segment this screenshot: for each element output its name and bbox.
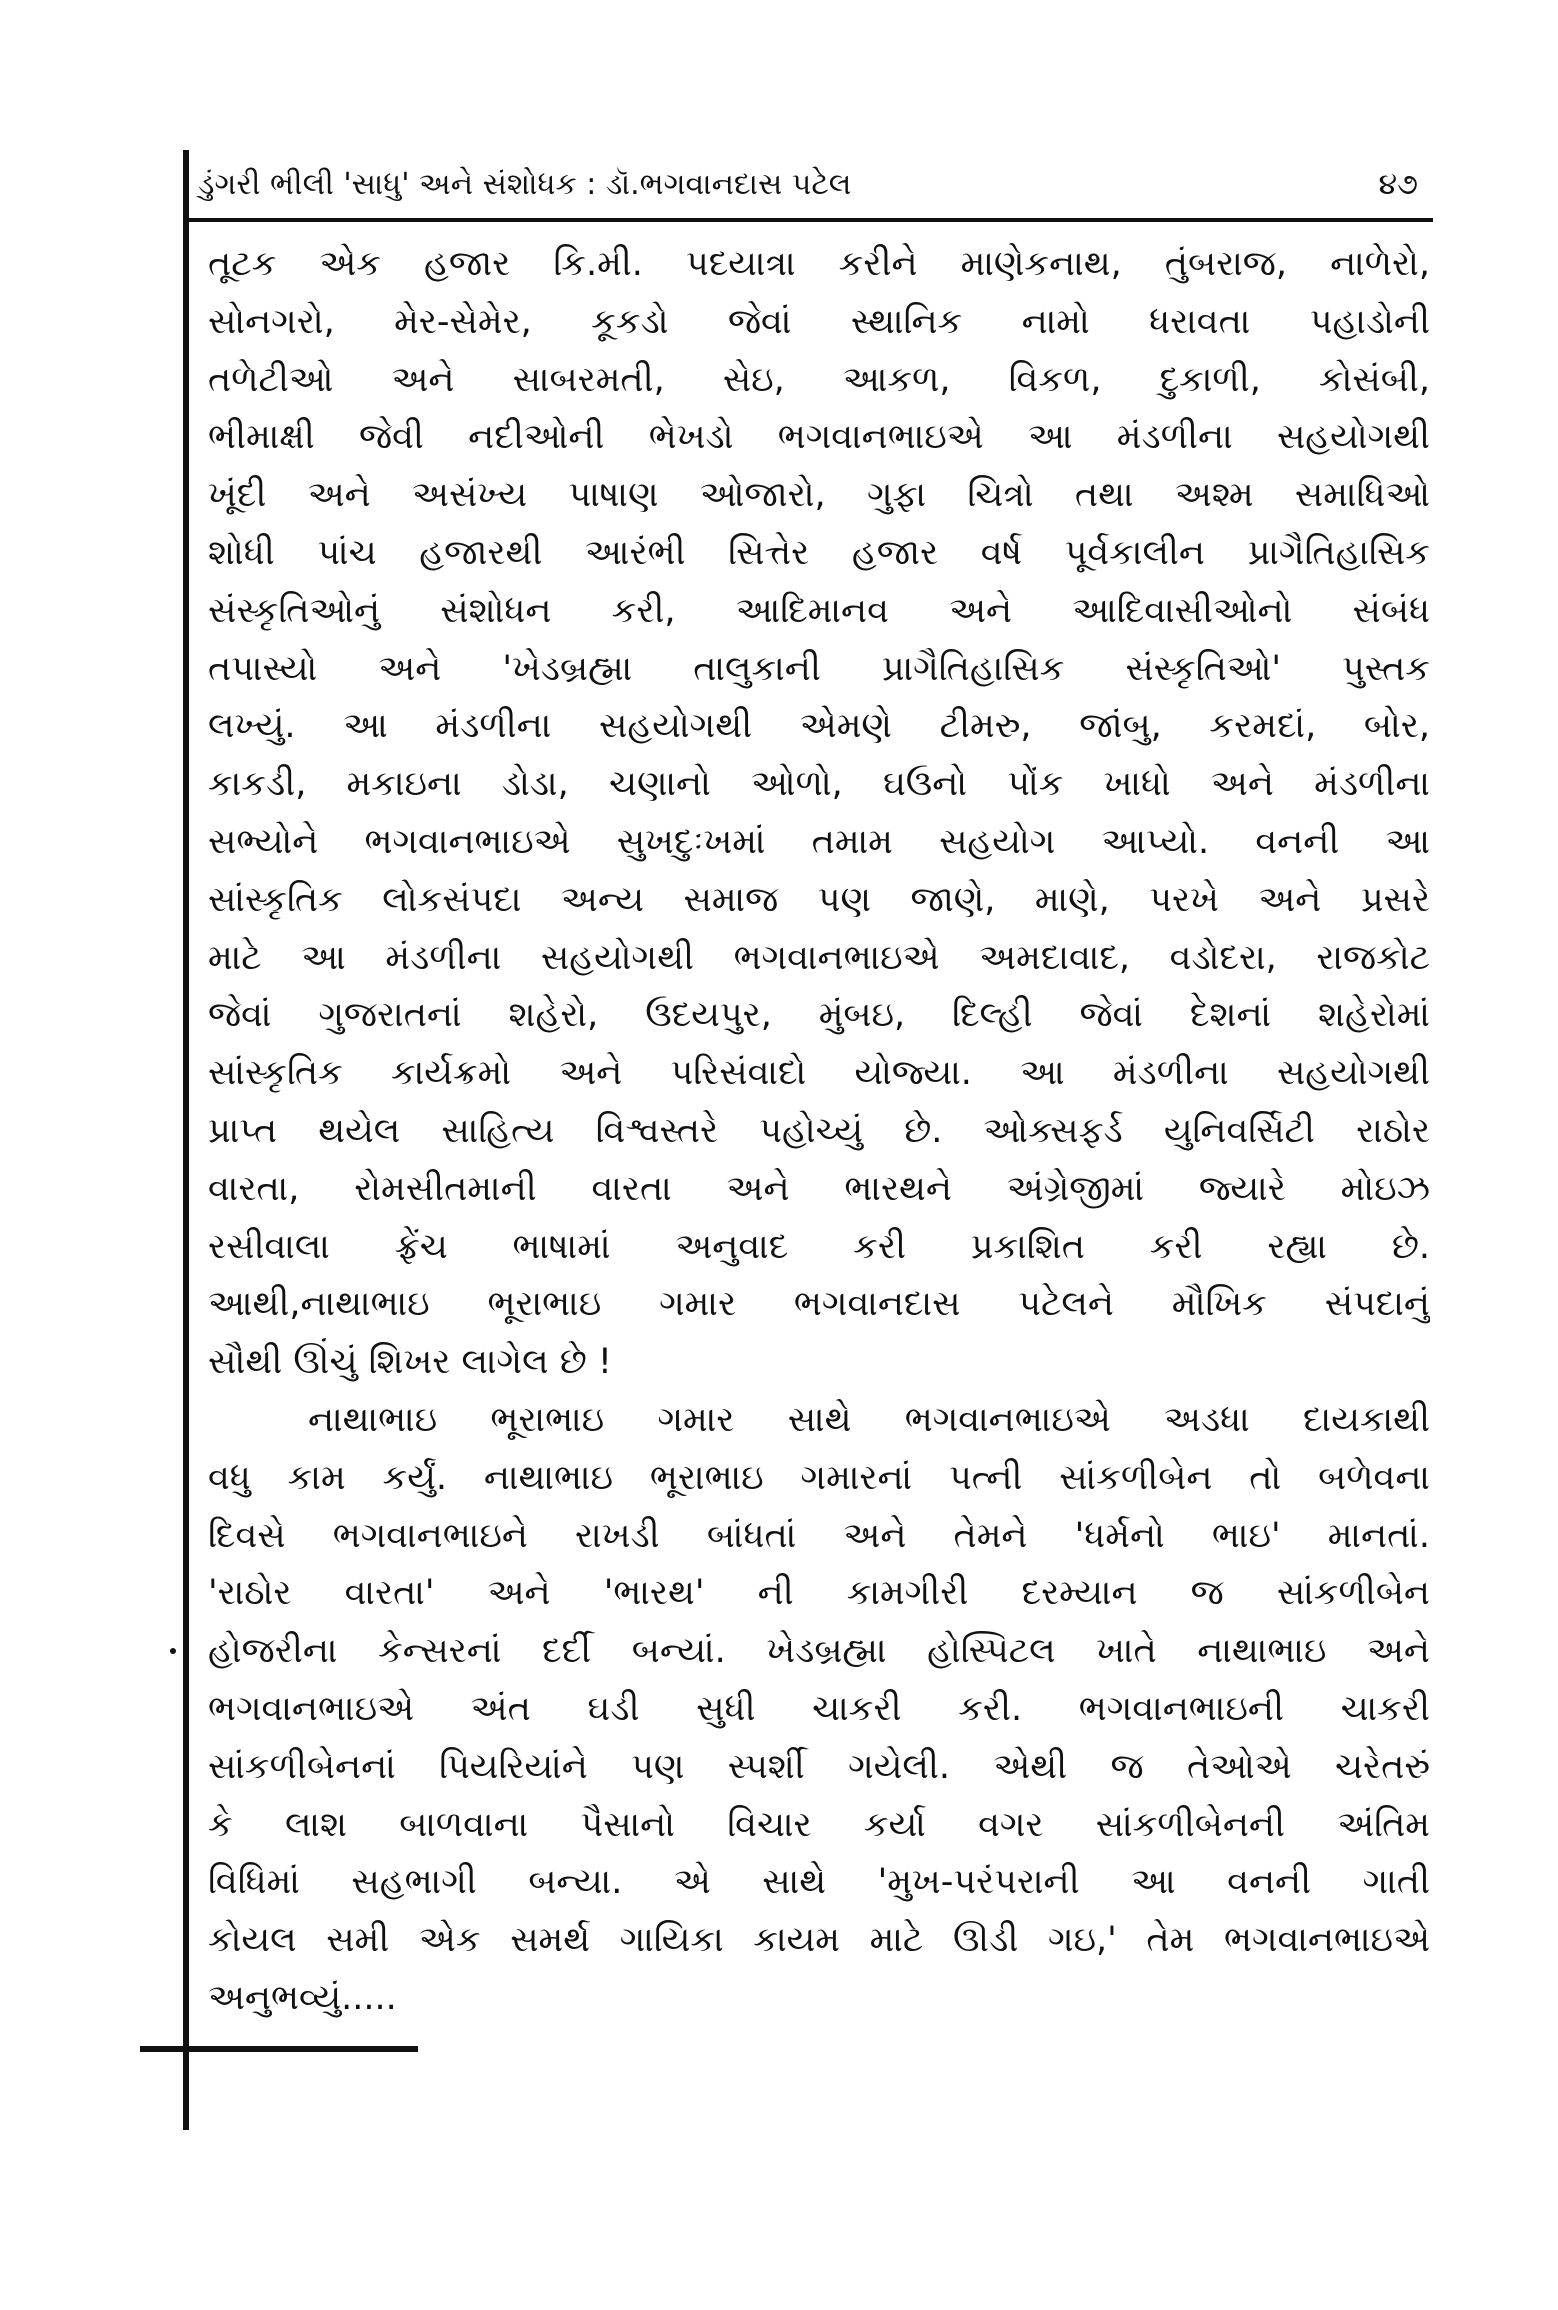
text-line: હોજરીના કેન્સરનાં દર્દી બન્યાં. ખેડબ્રહ્મા હોસ્પિટલ ખાતે નાથાભાઇ અને <box>208 1631 1430 1672</box>
text-line: સભ્યોને ભગવાનભાઇએ સુખદુઃખમાં તમામ સહયોગ આપ્યો. વનની આ <box>208 821 1430 862</box>
text-line: કાકડી, મકાઇના ડોડા, ચણાનો ઓળો, ઘઉનો પોંક ખાધો અને મંડળીના <box>208 764 1430 805</box>
text-line: માટે આ મંડળીના સહયોગથી ભગવાનભાઇએ અમદાવાદ, વડોદરા, રાજકોટ <box>208 937 1430 978</box>
text-line: તળેટીઓ અને સાબરમતી, સેઇ, આકળ, વિકળ, દુકાળી, કોસંબી, <box>208 359 1430 400</box>
margin-mark <box>170 1648 176 1654</box>
text-line: સૌથી ઊંચું શિખર લાગેલ છે ! <box>208 1342 612 1383</box>
text-line: તૂટક એક હજાર કિ.મી. પદયાત્રા કરીને માણેકનાથ, તુંબરાજ, નાળેરો, <box>208 244 1430 284</box>
text-line: વધુ કામ કર્યું. નાથાભાઇ ભૂરાભાઇ ગમારનાં પત્ની સાંકળીબેન તો બળેવના <box>208 1457 1430 1498</box>
text-line: વારતા, રોમસીતમાની વારતા અને ભારથને અંગ્રેજીમાં જ્યારે મોઇઝ <box>208 1168 1430 1209</box>
text-line: કોયલ સમી એક સમર્થ ગાયિકા કાયમ માટે ઊડી ગઇ,' તેમ ભગવાનભાઇએ <box>208 1920 1430 1961</box>
text-line: ભીમાક્ષી જેવી નદીઓની ભેખડો ભગવાનભાઇએ આ મંડળીના સહયોગથી <box>208 417 1430 458</box>
page-body <box>208 236 1430 2028</box>
paragraph-2 <box>208 1392 1430 2028</box>
text-line: શોધી પાંચ હજારથી આરંભી સિત્તેર હજાર વર્ષ પૂર્વકાલીન પ્રાગૈતિહાસિક <box>208 532 1430 573</box>
text-line: વિધિમાં સહભાગી બન્યા. એ સાથે 'મુખ-પરંપરાની આ વનની ગાતી <box>208 1862 1430 1903</box>
text-line: રસીવાલા ફ્રેંચ ભાષામાં અનુવાદ કરી પ્રકાશિત કરી રહ્યા છે. <box>208 1226 1430 1267</box>
text-line: ખૂંદી અને અસંખ્ય પાષાણ ઓજારો, ગુફા ચિત્રો તથા અશ્મ સમાધિઓ <box>208 475 1430 516</box>
text-line: સાંસ્કૃતિક લોકસંપદા અન્ય સમાજ પણ જાણે, માણે, પરખે અને પ્રસરે <box>208 879 1430 920</box>
text-line: સોનગરો, મેર-સેમેર, કૂકડો જેવાં સ્થાનિક નામો ધરાવતા પહાડોની <box>208 301 1430 342</box>
text-line: સંસ્કૃતિઓનું સંશોધન કરી, આદિમાનવ અને આદિવાસીઓનો સંબંધ <box>208 590 1430 631</box>
page-number: ૪૭ <box>1378 167 1418 202</box>
footer-rule <box>140 2046 418 2052</box>
text-line: તપાસ્યો અને 'ખેડબ્રહ્મા તાલુકાની પ્રાગૈતિહાસિક સંસ્કૃતિઓ' પુસ્તક <box>208 648 1430 689</box>
text-line: પ્રાપ્ત થયેલ સાહિત્ય વિશ્વસ્તરે પહોચ્યું છે. ઓક્સફર્ડ યુનિવર્સિટી રાઠોર <box>208 1110 1430 1151</box>
left-margin-rule <box>183 150 189 2130</box>
text-line: જેવાં ગુજરાતનાં શહેરો, ઉદયપુર, મુંબઇ, દિલ્હી જેવાં દેશનાં શહેરોમાં <box>208 995 1430 1036</box>
paragraph-1 <box>208 236 1430 1392</box>
running-title: ડુંગરી ભીલી 'સાધુ' અને સંશોધક : ડૉ.ભગવાનદાસ પટેલ <box>198 167 852 202</box>
text-line: કે લાશ બાળવાના પૈસાનો વિચાર કર્યા વગર સાંકળીબેનની અંતિમ <box>208 1804 1430 1845</box>
text-line: ભગવાનભાઇએ અંત ઘડી સુધી ચાકરી કરી. ભગવાનભાઇની ચાકરી <box>208 1688 1430 1729</box>
text-line: આથી,નાથાભાઇ ભૂરાભાઇ ગમાર ભગવાનદાસ પટેલને મૌખિક સંપદાનું <box>208 1284 1430 1325</box>
text-line: દિવસે ભગવાનભાઇને રાખડી બાંધતાં અને તેમને 'ધર્મનો ભાઇ' માનતાં. <box>208 1515 1430 1556</box>
text-line: 'રાઠોર વારતા' અને 'ભારથ' ની કામગીરી દરમ્યાન જ સાંકળીબેન <box>208 1573 1430 1614</box>
text-line: અનુભવ્યું..... <box>208 1977 397 2018</box>
header-rule <box>183 218 1433 222</box>
text-line: લખ્યું. આ મંડળીના સહયોગથી એમણે ટીમરુ, જાંબુ, કરમદાં, બોર, <box>208 706 1430 747</box>
text-line: સાંકળીબેનનાં પિયરિયાંને પણ સ્પર્શી ગયેલી. એથી જ તેઓએ ચરેતરું <box>208 1746 1430 1787</box>
text-line: નાથાભાઇ ભૂરાભાઇ ગમાર સાથે ભગવાનભાઇએ અડધા દાયકાથી <box>308 1399 1430 1440</box>
running-header <box>198 160 1428 210</box>
text-line: સાંસ્કૃતિક કાર્યક્રમો અને પરિસંવાદો યોજ્યા. આ મંડળીના સહયોગથી <box>208 1053 1430 1094</box>
